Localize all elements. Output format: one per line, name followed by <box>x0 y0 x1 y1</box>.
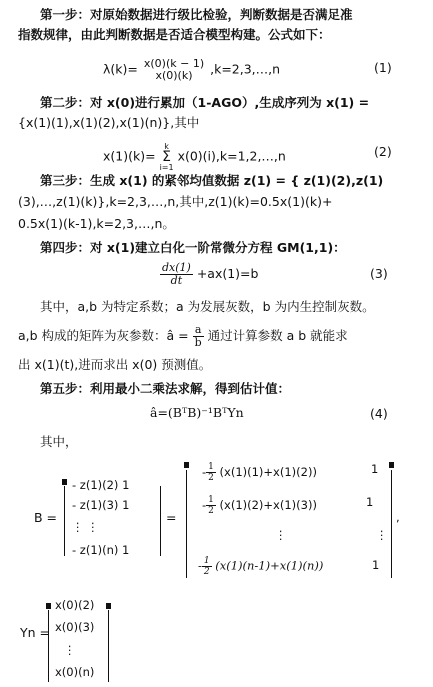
step1-line2: 指数规律，由此判断数据是否适合模型构建。公式如下： <box>18 27 331 42</box>
equation-1 <box>103 58 280 82</box>
half-num-1: 1 <box>208 462 214 472</box>
sum-upper: k <box>164 142 169 151</box>
matrix-b2-col2-row-2: 1 <box>366 495 374 509</box>
eq2-number: (2) <box>374 144 392 159</box>
matrix-b2-right-corner <box>389 462 394 468</box>
step1-line1: 第一步：对原始数据进行级比检验，判断数据是否满足准 <box>40 7 353 22</box>
param-numerator: a <box>193 324 204 337</box>
matrix-b-row-3: ⋮ ⋮ <box>72 520 99 534</box>
matrix-b-left-corner <box>62 479 67 485</box>
half-num-2: 1 <box>208 495 214 505</box>
matrix-b-row-2: - z(1)(3) 1 <box>72 498 130 512</box>
step3-line1: 第三步：生成 x(1) 的紧邻均值数据 z(1) = { z(1)(2),z(1) <box>40 173 384 188</box>
matrix-y-row-2: x(0)(3) <box>55 620 95 634</box>
step5-where: 其中， <box>40 434 78 449</box>
matrix-b2-col2-row-1: 1 <box>371 462 379 476</box>
matrix-y-row-4: x(0)(n) <box>55 665 95 679</box>
eq1-denominator: x(0)(k) <box>155 69 193 82</box>
eq1-fraction <box>142 58 206 82</box>
matrix-y-label: Yn = <box>20 625 51 640</box>
step5-line1: 第五步：利用最小二乘法求解，得到估计值： <box>40 381 291 396</box>
eq1-numerator: x(0)(k − 1) <box>143 57 205 70</box>
sum-symbol: k Σ i=1 <box>159 142 174 172</box>
eq4-number: (4) <box>370 406 388 421</box>
matrix-y-right-corner <box>106 603 111 609</box>
step3-line3: 0.5x(1)(k-1),k=2,3,…,n。 <box>18 216 175 231</box>
matrix-y-row-1: x(0)(2) <box>55 598 95 612</box>
step4-para3: 出 x(1)(t),进而求出 x(0) 预测值。 <box>18 357 212 372</box>
matrix-b-row-1: - z(1)(2) 1 <box>72 478 130 492</box>
matrix-y-left-corner <box>46 603 51 609</box>
matrix-b2-row-4: - $\frac{1}{2}$ (x(1)(n-1)+x(1)(n)) <box>198 556 324 577</box>
matrix-b2-col2-row-4: 1 <box>372 558 380 572</box>
param-denominator: b <box>194 336 202 349</box>
step3-line2: (3),…,z(1)(k)},k=2,3,…,n,其中,z(1)(k)=0.5x(1)(k)+ <box>18 194 333 209</box>
step2-line1: 第二步：对 x(0)进行累加（1-AGO）,生成序列为 x(1) = <box>40 95 370 110</box>
matrix-b2-col2-row-3: ⋮ <box>376 528 388 542</box>
eq3-numerator: dx(1) <box>162 261 191 274</box>
eq1-rhs: ,k=2,3,…,n <box>210 61 281 77</box>
eq1-lhs: λ(k)= <box>103 61 138 77</box>
equation-3 <box>160 262 258 287</box>
half-num-4: 1 <box>203 556 210 566</box>
eq2-rhs: x(0)(i),k=1,2,…,n <box>177 148 286 164</box>
param-fraction <box>193 324 204 349</box>
matrix-b-comma: , <box>396 510 400 524</box>
step4-para2 <box>18 324 348 349</box>
matrix-b2-row-2-expr: (x(1)(2)+x(1)(3)) <box>219 498 317 512</box>
matrix-b2-row-3: ⋮ <box>275 528 287 542</box>
equation-4: â=(BᵀB)⁻¹BᵀYn <box>150 405 244 420</box>
half-den-2: 2 <box>208 506 214 516</box>
matrix-y-row-3: ⋮ <box>64 643 76 657</box>
step2-line2: {x(1)(1),x(1)(2),x(1)(n)},其中 <box>18 115 200 130</box>
matrix-b2-row-1-expr: (x(1)(1)+x(1)(2)) <box>219 465 317 479</box>
step4-para2-text: a,b 构成的矩阵为灰参数：â = <box>18 328 189 343</box>
matrix-b2-left-bracket <box>186 470 187 578</box>
matrix-b2-right-bracket <box>391 470 392 578</box>
half-den-1: 2 <box>208 473 214 483</box>
matrix-b2-left-corner <box>184 462 189 468</box>
matrix-b-left-bracket <box>64 486 65 556</box>
matrix-b-row-4: - z(1)(n) 1 <box>72 543 130 557</box>
step4-line1: 第四步：对 x(1)建立白化一阶常微分方程 GM(1,1)： <box>40 240 346 255</box>
eq1-number: (1) <box>374 60 392 75</box>
matrix-b2-row-1: - $\frac{1}{2}$ (x(1)(1)+x(1)(2)) <box>202 462 317 483</box>
eq3-number: (3) <box>370 266 388 281</box>
step4-para1: 其中，a,b 为特定系数；a 为发展灰数，b 为内生控制灰数。 <box>40 299 375 314</box>
matrix-b-equals: = <box>166 510 177 525</box>
matrix-b-right-bracket <box>160 486 161 556</box>
half-den-4: 2 <box>203 567 210 577</box>
eq3-rhs: +ax(1)=b <box>196 266 259 281</box>
matrix-b2-row-4-expr: (x(1)(n-1)+x(1)(n)) <box>215 558 324 573</box>
eq3-fraction <box>160 262 193 287</box>
matrix-y-left-bracket <box>48 610 49 682</box>
matrix-b-label: B = <box>34 510 58 525</box>
eq2-lhs: x(1)(k)= <box>103 148 156 164</box>
matrix-b2-row-2: - $\frac{1}{2}$ (x(1)(2)+x(1)(3)) <box>202 495 317 516</box>
matrix-y-right-bracket <box>108 610 109 682</box>
step4-para2-text2: 通过计算参数 a b 就能求 <box>207 328 348 343</box>
sum-lower: i=1 <box>159 163 174 172</box>
equation-2 <box>103 142 286 172</box>
eq3-denominator: dt <box>170 274 183 287</box>
